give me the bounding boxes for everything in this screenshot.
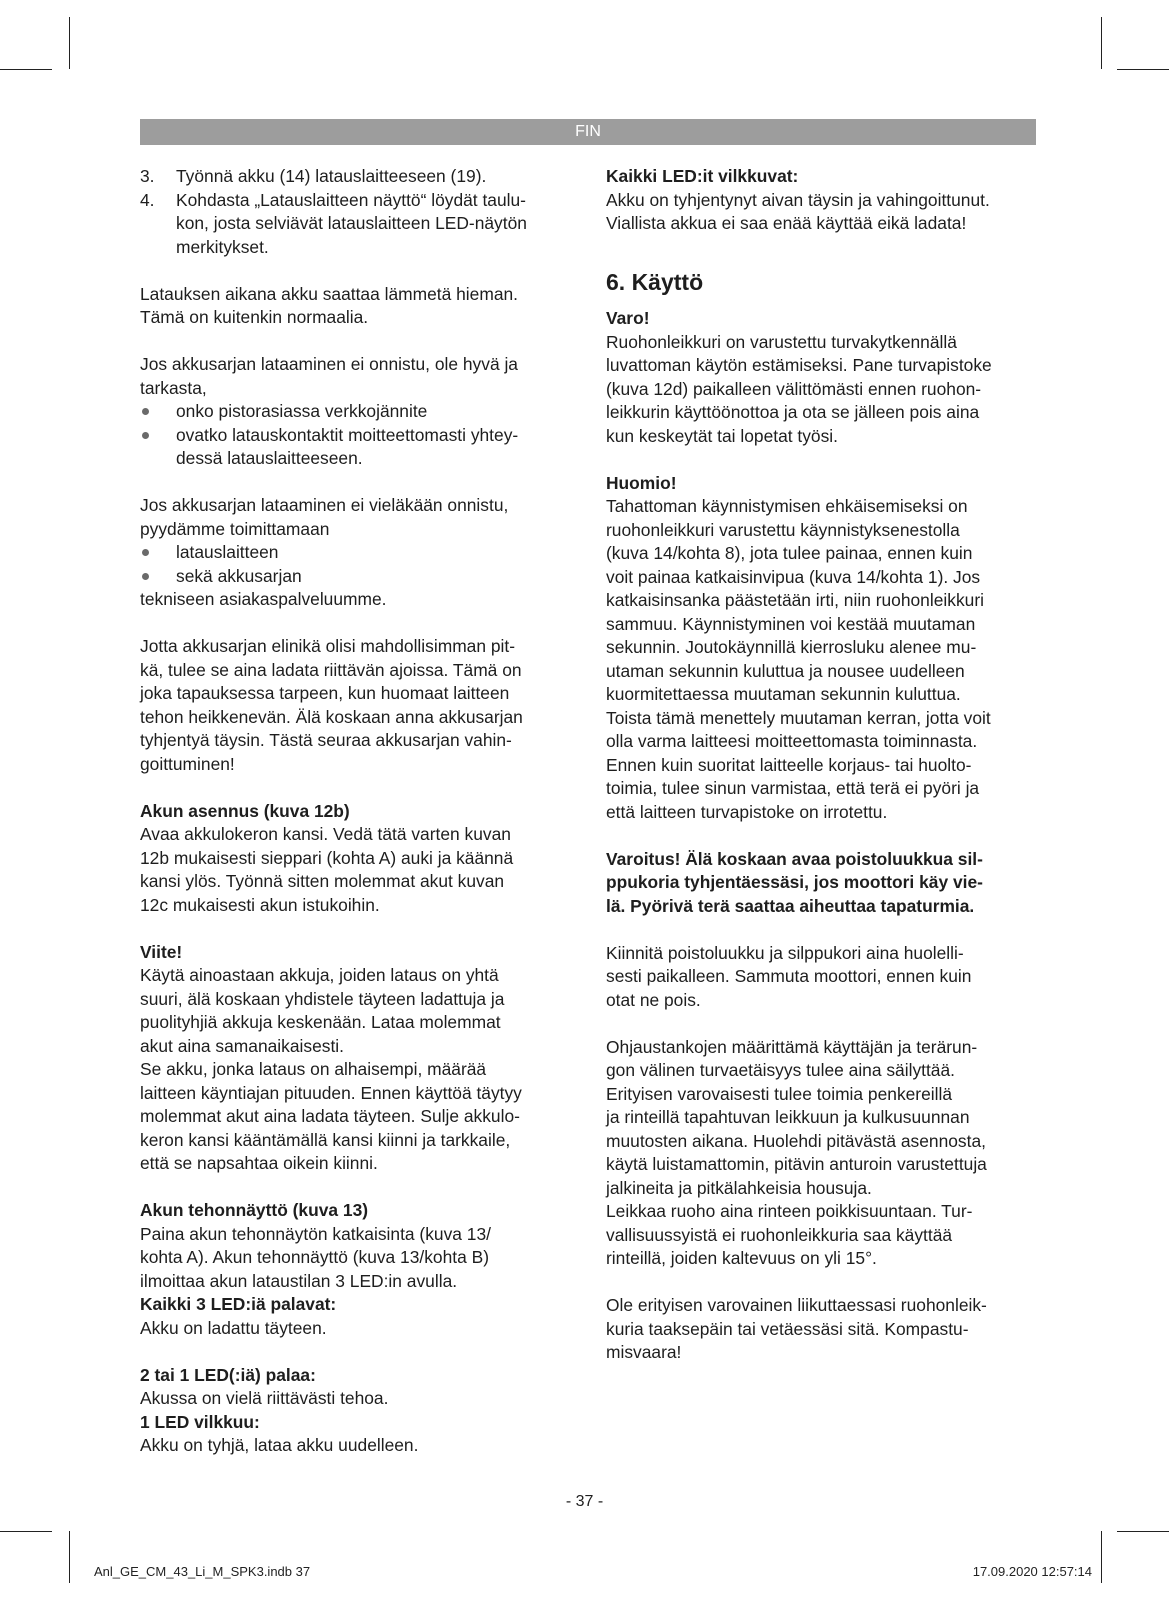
note-heading: Viite! — [140, 941, 183, 962]
text-line: Se akku, jonka lataus on alhaisempi, määrää — [140, 1059, 487, 1079]
text-line: sammuu. Käynnistyminen voi kestää muutaman — [606, 613, 976, 634]
text-line: ruohonleikkuri varustettu käynnistyksenestolla — [606, 519, 960, 540]
text-line: ja rinteillä tapahtuvan leikkuun ja kulkusuunnan — [606, 1107, 970, 1127]
all-blink-heading: Kaikki LED:it vilkkuvat: — [606, 166, 799, 186]
text-line: toimia, tulee sinun varmistaa, että terä ei pyöri ja — [606, 778, 980, 798]
step-text-line: Kohdasta „Latauslaitteen näyttö“ löydät taulu- — [176, 189, 526, 210]
text-line: tyhjentyä täysin. Tästä seuraa akkusarjan vahin- — [140, 730, 512, 750]
bullet-dot-icon — [142, 549, 149, 556]
two-leds-text: Akussa on vielä riittävästi tehoa. — [140, 1388, 389, 1408]
text-line: tehon heikkenevän. Älä koskaan anna akkusarjan — [140, 706, 523, 727]
text-line: kuormitettaessa muutaman sekunnin kuluttua. — [606, 684, 961, 704]
bullet-dot-icon — [142, 432, 149, 439]
bullet-text-line: onko pistorasiassa verkkojännite — [176, 401, 428, 421]
step-text-line: Työnnä akku (14) latauslaitteeseen (19). — [176, 166, 487, 186]
step-number: 4. — [140, 189, 155, 210]
text-line: 12c mukaisesti akun istukoihin. — [140, 894, 380, 915]
step-item — [140, 189, 570, 260]
language-bar — [140, 119, 1036, 145]
text-line: olla varma laitteesi moitteettomasta toiminnasta. — [606, 731, 978, 751]
crop-mark — [1101, 17, 1102, 69]
text-line: Leikkaa ruoho aina rinteen poikkisuuntaan. Tur- — [606, 1201, 973, 1221]
bullet-item — [140, 424, 570, 471]
text-line: otat ne pois. — [606, 989, 701, 1010]
text-line: ppukoria tyhjentäessäsi, jos moottori käy vie- — [606, 872, 983, 892]
bullet-text-line: latauslaitteen — [176, 542, 279, 562]
bullet-text-line: ovatko latauskontaktit moitteettomasti yhtey- — [176, 424, 519, 445]
text-line: (kuva 12d) paikalleen välittömästi ennen ruohon- — [606, 378, 982, 399]
step-text-line: kon, josta selviävät latauslaitteen LED-näytön — [176, 213, 527, 233]
text-line: vallisuussyistä ei ruohonleikkuria saa käyttää — [606, 1224, 953, 1245]
charging-warm-paragraph — [140, 283, 570, 330]
text-line: että se napsahtaa oikein kiinni. — [140, 1153, 378, 1173]
text-line: Akku on tyhjentynyt aivan täysin ja vahingoittunut. — [606, 189, 990, 210]
text-line: pyydämme toimittamaan — [140, 518, 330, 539]
bullet-text-line: dessä latauslaitteeseen. — [176, 448, 363, 468]
text-line: suuri, älä koskaan yhdistele täyteen ladattuja ja — [140, 988, 505, 1009]
text-line: Ole erityisen varovainen liikuttaessasi ruohonleik- — [606, 1295, 987, 1315]
text-line: sesti paikalleen. Sammuta moottori, ennen kuin — [606, 966, 972, 986]
crop-mark — [1117, 69, 1169, 70]
note-text — [140, 964, 570, 1176]
attention-text — [606, 495, 1036, 824]
text-line: Varoitus! Älä koskaan avaa poistoluukkua sil- — [606, 848, 983, 869]
text-line: molemmat akut aina ladata täyteen. Sulje akkulo- — [140, 1106, 520, 1126]
two-leds-heading: 2 tai 1 LED(:iä) palaa: — [140, 1364, 316, 1385]
text-line: muutosten aikana. Huolehdi pitävästä asennosta, — [606, 1130, 986, 1151]
text-line: Paina akun tehonnäytön katkaisinta (kuva 13/ — [140, 1223, 491, 1244]
crop-mark — [1101, 1531, 1102, 1583]
charging-still-intro — [140, 494, 570, 541]
text-line: Jos akkusarjan lataaminen ei onnistu, ole hyvä ja — [140, 354, 518, 374]
text-line: Toista tämä menettely muutaman kerran, jotta voit — [606, 707, 991, 728]
warning-text — [606, 848, 1036, 919]
language-label: FIN — [575, 123, 601, 140]
text-line: Kiinnitä poistoluukku ja silppukori aina huolelli- — [606, 942, 964, 963]
bullet-text-line: sekä akkusarjan — [176, 565, 302, 586]
text-line: leikkurin käyttöönottoa ja ota se jälleen pois aina — [606, 402, 980, 422]
step-number: 3. — [140, 166, 155, 186]
crop-mark — [0, 69, 52, 70]
text-line: Tämä on kuitenkin normaalia. — [140, 307, 369, 327]
caution-heading: Varo! — [606, 308, 650, 328]
text-line: ilmoittaa akun lataustilan 3 LED:in avulla. — [140, 1270, 458, 1291]
attach-text — [606, 942, 1036, 1013]
battery-life-paragraph — [140, 635, 570, 776]
text-line: Ohjaustankojen määrittämä käyttäjän ja terärun- — [606, 1036, 978, 1057]
all-blink-text — [606, 189, 1036, 236]
text-line: akut aina samanaikaisesti. — [140, 1035, 344, 1056]
footer-timestamp: 17.09.2020 12:57:14 — [972, 1564, 1092, 1579]
text-line: Tahattoman käynnistymisen ehkäisemiseksi on — [606, 496, 968, 516]
text-line: kun keskeytät tai lopetat työsi. — [606, 425, 838, 446]
crop-mark — [1117, 1531, 1169, 1532]
text-line: kansi ylös. Työnnä sitten molemmat akut kuvan — [140, 871, 505, 891]
customer-service-line: tekniseen asiakaspalveluumme. — [140, 589, 387, 609]
text-line: Jotta akkusarjan elinikä olisi mahdollisimman pit- — [140, 636, 516, 656]
text-line: kohta A). Akun tehonnäyttö (kuva 13/kohta B) — [140, 1247, 490, 1267]
reverse-caution-text — [606, 1294, 1036, 1365]
text-line: Ruohonleikkuri on varustettu turvakytkennällä — [606, 331, 957, 352]
bullet-dot-icon — [142, 408, 149, 415]
text-line: luvattoman käytön estämiseksi. Pane turvapistoke — [606, 355, 992, 375]
section-heading: 6. Käyttö — [606, 269, 704, 295]
left-column — [140, 165, 570, 1458]
attention-heading: Huomio! — [606, 472, 677, 493]
text-line: katkaisinsanka päästetään irti, niin ruohonleikkuri — [606, 590, 984, 610]
text-line: joka tapauksessa tarpeen, kun huomaat laitteen — [140, 683, 510, 703]
text-line: tarkasta, — [140, 377, 207, 398]
caution-text — [606, 331, 1036, 449]
right-column — [606, 165, 1036, 1365]
bullet-item — [140, 565, 570, 589]
text-line: gon välinen turvaetäisyys tulee aina säilyttää. — [606, 1060, 955, 1080]
text-line: voit painaa katkaisinvipua (kuva 14/kohta 1). Jos — [606, 566, 981, 587]
charging-fail-checklist — [140, 400, 570, 471]
crop-mark — [69, 17, 70, 69]
text-line: kä, tulee se aina ladata riittävän ajoissa. Tämä on — [140, 659, 522, 680]
power-indicator-heading: Akun tehonnäyttö (kuva 13) — [140, 1200, 369, 1220]
crop-mark — [0, 1531, 52, 1532]
text-line: Latauksen aikana akku saattaa lämmetä hieman. — [140, 283, 518, 304]
text-line: että laitteen turvapistoke on irrotettu. — [606, 801, 888, 822]
one-led-text: Akku on tyhjä, lataa akku uudelleen. — [140, 1435, 419, 1455]
all-leds-text: Akku on ladattu täyteen. — [140, 1317, 327, 1338]
text-line: (kuva 14/kohta 8), jota tulee painaa, ennen kuin — [606, 543, 973, 563]
text-line: keron kansi kääntämällä kansi kiinni ja tarkkaile, — [140, 1129, 511, 1150]
bullet-item — [140, 400, 570, 424]
all-leds-heading: Kaikki 3 LED:iä palavat: — [140, 1294, 337, 1314]
text-line: Erityisen varovaisesti tulee toimia penkereillä — [606, 1083, 953, 1104]
battery-install-heading: Akun asennus (kuva 12b) — [140, 800, 350, 821]
power-indicator-text — [140, 1223, 570, 1294]
one-led-heading: 1 LED vilkkuu: — [140, 1411, 260, 1432]
footer-filename: Anl_GE_CM_43_Li_M_SPK3.indb 37 — [94, 1564, 311, 1579]
charging-fail-intro — [140, 353, 570, 400]
text-line: goittuminen! — [140, 753, 235, 774]
bullet-item — [140, 541, 570, 565]
text-line: Jos akkusarjan lataaminen ei vieläkään onnistu, — [140, 495, 509, 515]
page-number: - 37 - — [565, 1493, 604, 1510]
crop-mark — [69, 1531, 70, 1583]
send-items-list — [140, 541, 570, 588]
text-line: 12b mukaisesti sieppari (kohta A) auki ja käännä — [140, 847, 514, 868]
text-line: käytä luistamattomin, pitävin anturoin varustettuja — [606, 1154, 987, 1174]
text-line: Käytä ainoastaan akkuja, joiden lataus on yhtä — [140, 965, 499, 985]
safety-distance-text — [606, 1036, 1036, 1271]
battery-install-text — [140, 823, 570, 917]
text-line: sekunnin. Joutokäynnillä kierrosluku alenee mu- — [606, 637, 977, 657]
text-line: Ennen kuin suoritat laitteelle korjaus- tai huolto- — [606, 754, 972, 775]
text-line: jalkineita ja pitkälahkeisia housuja. — [606, 1177, 872, 1198]
text-line: lä. Pyörivä terä saattaa aiheuttaa tapaturmia. — [606, 895, 975, 916]
text-line: laitteen käyntiajan pituuden. Ennen käyttöä täytyy — [140, 1082, 522, 1103]
text-line: misvaara! — [606, 1342, 682, 1362]
text-line: utaman sekunnin kuluttua ja nousee uudelleen — [606, 660, 965, 681]
text-line: rinteillä, joiden kaltevuus on yli 15°. — [606, 1248, 877, 1268]
steps-list — [140, 165, 570, 259]
text-line: Viallista akkua ei saa enää käyttää eikä ladata! — [606, 213, 967, 233]
step-text-line: merkitykset. — [176, 236, 269, 257]
text-line: puolityhjiä akkuja keskenään. Lataa molemmat — [140, 1012, 501, 1032]
bullet-dot-icon — [142, 573, 149, 580]
step-item — [140, 165, 570, 189]
text-line: Avaa akkulokeron kansi. Vedä tätä varten kuvan — [140, 824, 511, 844]
text-line: kuria taaksepäin tai vetäessäsi sitä. Kompastu- — [606, 1318, 969, 1339]
